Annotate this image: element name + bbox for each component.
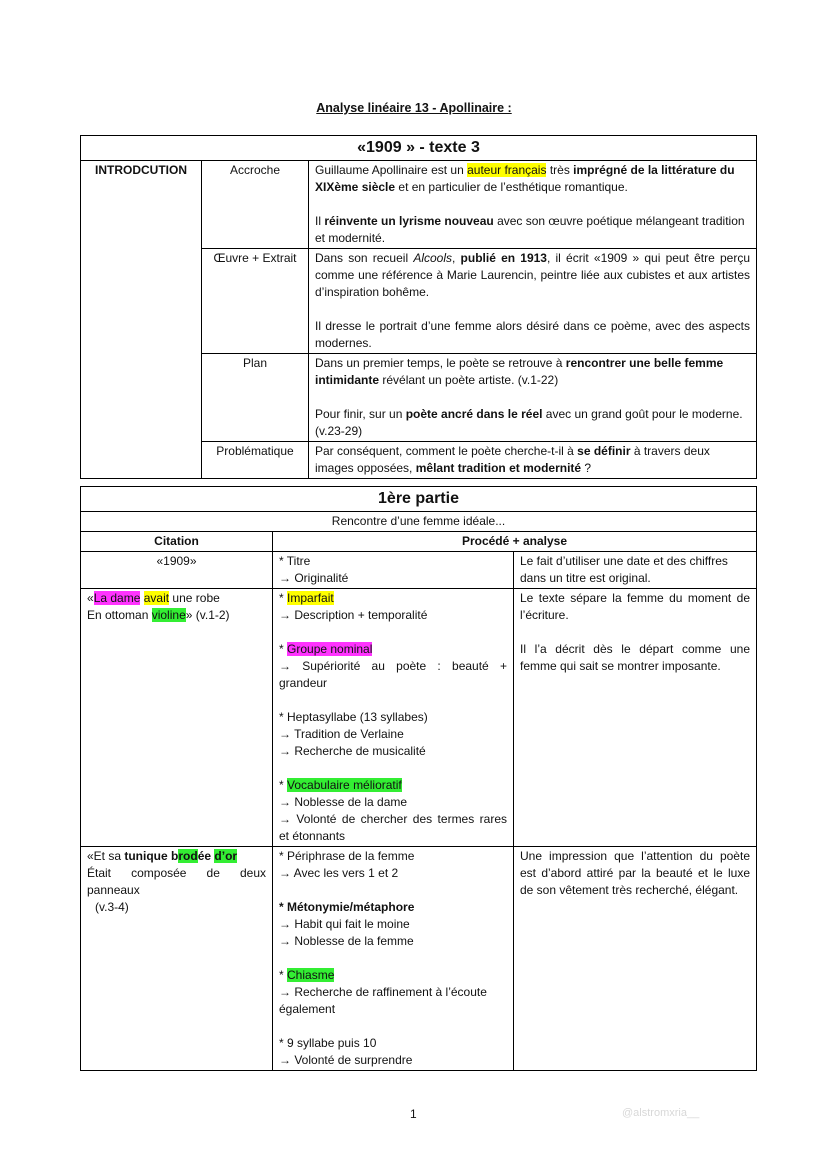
col-procede-header: Procédé + analyse	[273, 532, 757, 552]
part1-table	[80, 486, 757, 1071]
citation-cell: «Et sa tunique brodée d’or Était composée de deux panneaux (v.3-4)	[81, 847, 273, 1071]
part1-header: 1ère partie	[81, 487, 757, 512]
intro-section-label: INTRODCUTION	[81, 161, 202, 479]
procede-cell: * Titre → Originalité	[273, 552, 514, 589]
page-number: 1	[410, 1107, 417, 1121]
plan-text: Dans un premier temps, le poète se retrouve à rencontrer une belle femme intimidante révélant un poète artiste. (v.1-22) Pour finir, sur un poète ancré dans le réel avec un grand goût pour le moderne. (v.23-29)	[309, 354, 757, 442]
row-label-oeuvre: Œuvre + Extrait	[202, 249, 309, 354]
procede-cell: * Périphrase de la femme → Avec les vers 1 et 2 * Métonymie/métaphore → Habit qui fait le moine → Noblesse de la femme * Chiasme → Recherche de raffinement à l’écoute également * 9 syllabe puis 10 → Volonté de surprendre	[273, 847, 514, 1071]
analyse-cell: Le fait d’utiliser une date et des chiffres dans un titre est original.	[514, 552, 757, 589]
problematique-text: Par conséquent, comment le poète cherche-t-il à se définir à travers deux images opposées, mêlant tradition et modernité ?	[309, 442, 757, 479]
citation-cell: «1909»	[81, 552, 273, 589]
col-citation-header: Citation	[81, 532, 273, 552]
intro-header: «1909 » - texte 3	[81, 136, 757, 161]
accroche-text: Guillaume Apollinaire est un auteur français très imprégné de la littérature du XIXème siècle et en particulier de l’esthétique romantique. Il réinvente un lyrisme nouveau avec son œuvre poétique mélangeant tradition et modernité.	[309, 161, 757, 249]
oeuvre-text: Dans son recueil Alcools, publié en 1913, il écrit «1909 » qui peut être perçu comme une référence à Marie Laurencin, peintre liée aux cubistes et aux artistes d’inspiration bohême. Il dresse le portrait d’une femme alors désiré dans ce poème, avec des aspects modernes.	[309, 249, 757, 354]
page-title: Analyse linéaire 13 - Apollinaire :	[316, 101, 512, 115]
procede-cell: * Imparfait → Description + temporalité * Groupe nominal → Supériorité au poète : beauté + grandeur * Heptasyllabe (13 syllabes) → Tradition de Verlaine → Recherche de musicalité * Vocabulaire mélioratif → Noblesse de la dame → Volonté de chercher des termes rares et étonnants	[273, 589, 514, 847]
analyse-cell: Une impression que l’attention du poète est d’abord attiré par la beauté et le luxe de son vêtement très recherché, élégant.	[514, 847, 757, 1071]
watermark: @alstromxria__	[622, 1107, 700, 1119]
row-label-problematique: Problématique	[202, 442, 309, 479]
part1-subheader: Rencontre d’une femme idéale...	[81, 512, 757, 532]
row-label-accroche: Accroche	[202, 161, 309, 249]
row-label-plan: Plan	[202, 354, 309, 442]
citation-cell: «La dame avait une robe En ottoman violine» (v.1-2)	[81, 589, 273, 847]
intro-table	[80, 135, 757, 479]
analyse-cell: Le texte sépare la femme du moment de l’écriture. Il l’a décrit dès le départ comme une femme qui sait se montrer imposante.	[514, 589, 757, 847]
